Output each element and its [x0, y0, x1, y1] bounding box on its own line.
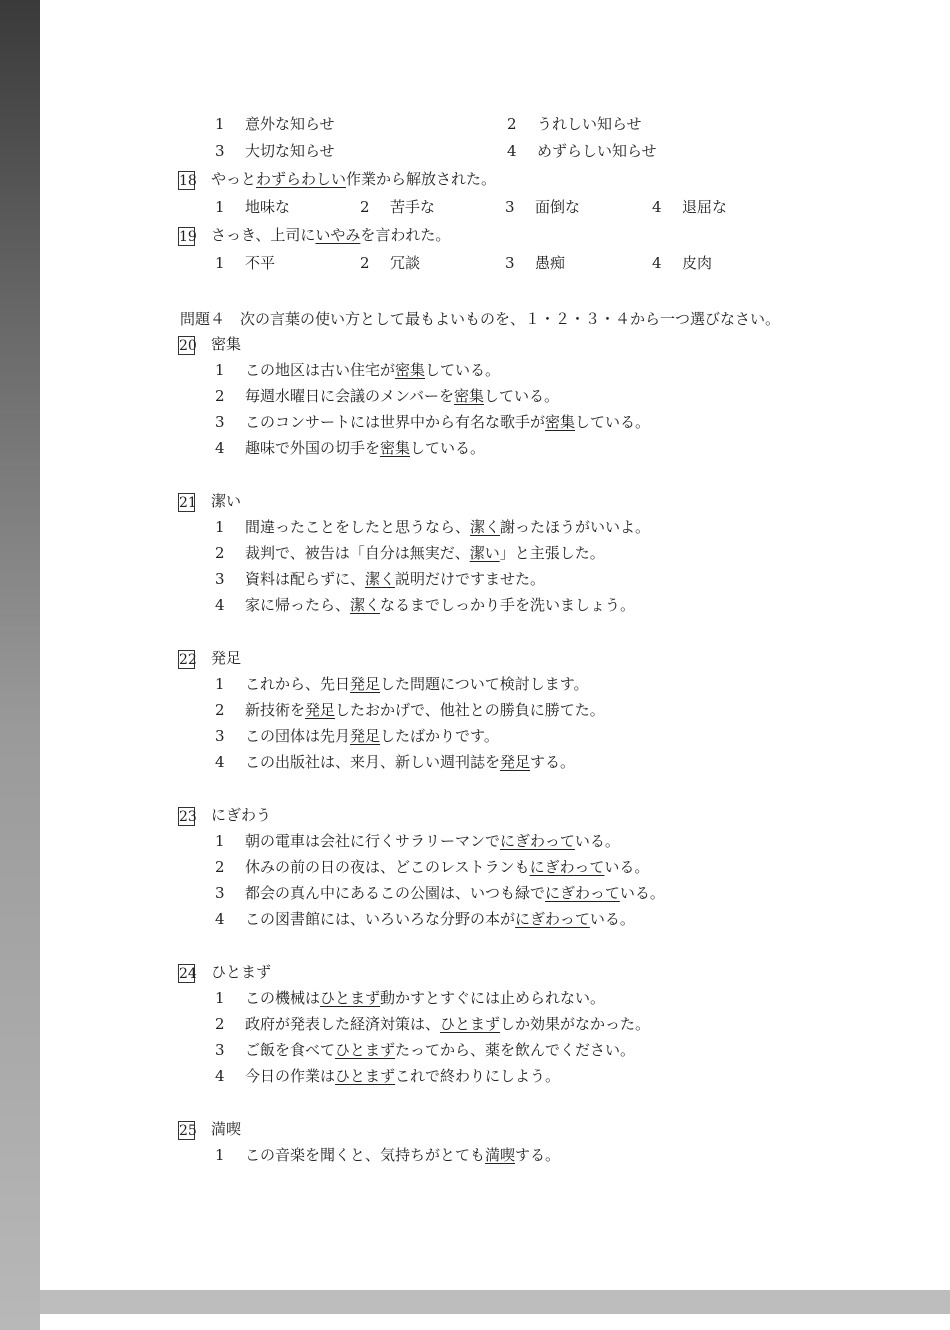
question-number-box: 20 [179, 337, 197, 354]
q22-option-2: 2 新技術を発足したおかげで、他社との勝負に勝てた。 [215, 701, 605, 719]
q17-option-2: 2 うれしい知らせ [507, 115, 642, 133]
q21-option-1: 1 間違ったことをしたと思うなら、潔く謝ったほうがいいよ。 [215, 518, 651, 536]
section-4-instruction: 問題４ 次の言葉の使い方として最もよいものを、１・２・３・４から一つ選びなさい。 [180, 310, 781, 328]
q20-option-1: 1 この地区は古い住宅が密集している。 [215, 361, 501, 379]
q19-stem: 19 さっき、上司にいやみを言われた。 [179, 226, 451, 245]
q22-heading: 22 発足 [179, 649, 242, 668]
q22-option-1: 1 これから、先日発足した問題について検討します。 [215, 675, 589, 693]
q23-option-3: 3 都会の真ん中にあるこの公園は、いつも緑でにぎわっている。 [215, 884, 665, 902]
q22-option-3: 3 この団体は先月発足したばかりです。 [215, 727, 499, 745]
q18-option-1: 1 地味な [215, 198, 291, 216]
bottom-page-gap [40, 1290, 950, 1314]
q21-option-4: 4 家に帰ったら、潔くなるまでしっかり手を洗いましょう。 [215, 596, 636, 614]
q21-option-3: 3 資料は配らずに、潔く説明だけですませた。 [215, 570, 546, 588]
q17-option-3: 3 大切な知らせ [215, 142, 335, 160]
q20-option-3: 3 このコンサートには世界中から有名な歌手が密集している。 [215, 413, 651, 431]
question-number-box: 23 [179, 808, 197, 825]
question-number-box: 19 [179, 228, 197, 245]
q25-heading: 25 満喫 [179, 1120, 242, 1139]
question-number-box: 25 [179, 1122, 197, 1139]
q17-option-4: 4 めずらしい知らせ [507, 142, 657, 160]
q23-option-4: 4 この図書館には、いろいろな分野の本がにぎわっている。 [215, 910, 635, 928]
q21-option-2: 2 裁判で、被告は「自分は無実だ、潔い」と主張した。 [215, 544, 605, 562]
q19-option-4: 4 皮肉 [652, 254, 713, 272]
q22-option-4: 4 この出版社は、来月、新しい週刊誌を発足する。 [215, 753, 576, 771]
q18-stem: 18 やっとわずらわしい作業から解放された。 [179, 170, 497, 189]
q23-heading: 23 にぎわう [179, 806, 272, 825]
q17-option-1: 1 意外な知らせ [215, 115, 335, 133]
question-number-box: 21 [179, 494, 197, 511]
question-number-box: 18 [179, 172, 197, 189]
q19-option-2: 2 冗談 [360, 254, 421, 272]
q24-heading: 24 ひとまず [179, 963, 272, 982]
target-word: わずらわしい [256, 170, 347, 188]
q24-option-1: 1 この機械はひとまず動かすとすぐには止められない。 [215, 989, 606, 1007]
q24-option-2: 2 政府が発表した経済対策は、ひとまずしか効果がなかった。 [215, 1015, 651, 1033]
q18-option-3: 3 面倒な [505, 198, 581, 216]
q20-option-4: 4 趣味で外国の切手を密集している。 [215, 439, 486, 457]
q20-heading: 20 密集 [179, 335, 242, 354]
target-word: いやみ [315, 226, 361, 244]
q18-option-4: 4 退屈な [652, 198, 728, 216]
q23-option-1: 1 朝の電車は会社に行くサラリーマンでにぎわっている。 [215, 832, 620, 850]
question-number-box: 24 [179, 965, 197, 982]
q21-heading: 21 潔い [179, 492, 242, 511]
q20-option-2: 2 毎週水曜日に会議のメンバーを密集している。 [215, 387, 559, 405]
q19-option-3: 3 愚痴 [505, 254, 566, 272]
question-number-box: 22 [179, 651, 197, 668]
q19-option-1: 1 不平 [215, 254, 276, 272]
q24-option-4: 4 今日の作業はひとまずこれで終わりにしよう。 [215, 1067, 561, 1085]
q25-option-1: 1 この音楽を聞くと、気持ちがとても満喫する。 [215, 1146, 561, 1164]
q24-option-3: 3 ご飯を食べてひとまずたってから、薬を飲んでください。 [215, 1041, 636, 1059]
q18-option-2: 2 苦手な [360, 198, 436, 216]
q23-option-2: 2 休みの前の日の夜は、どこのレストランもにぎわっている。 [215, 858, 650, 876]
